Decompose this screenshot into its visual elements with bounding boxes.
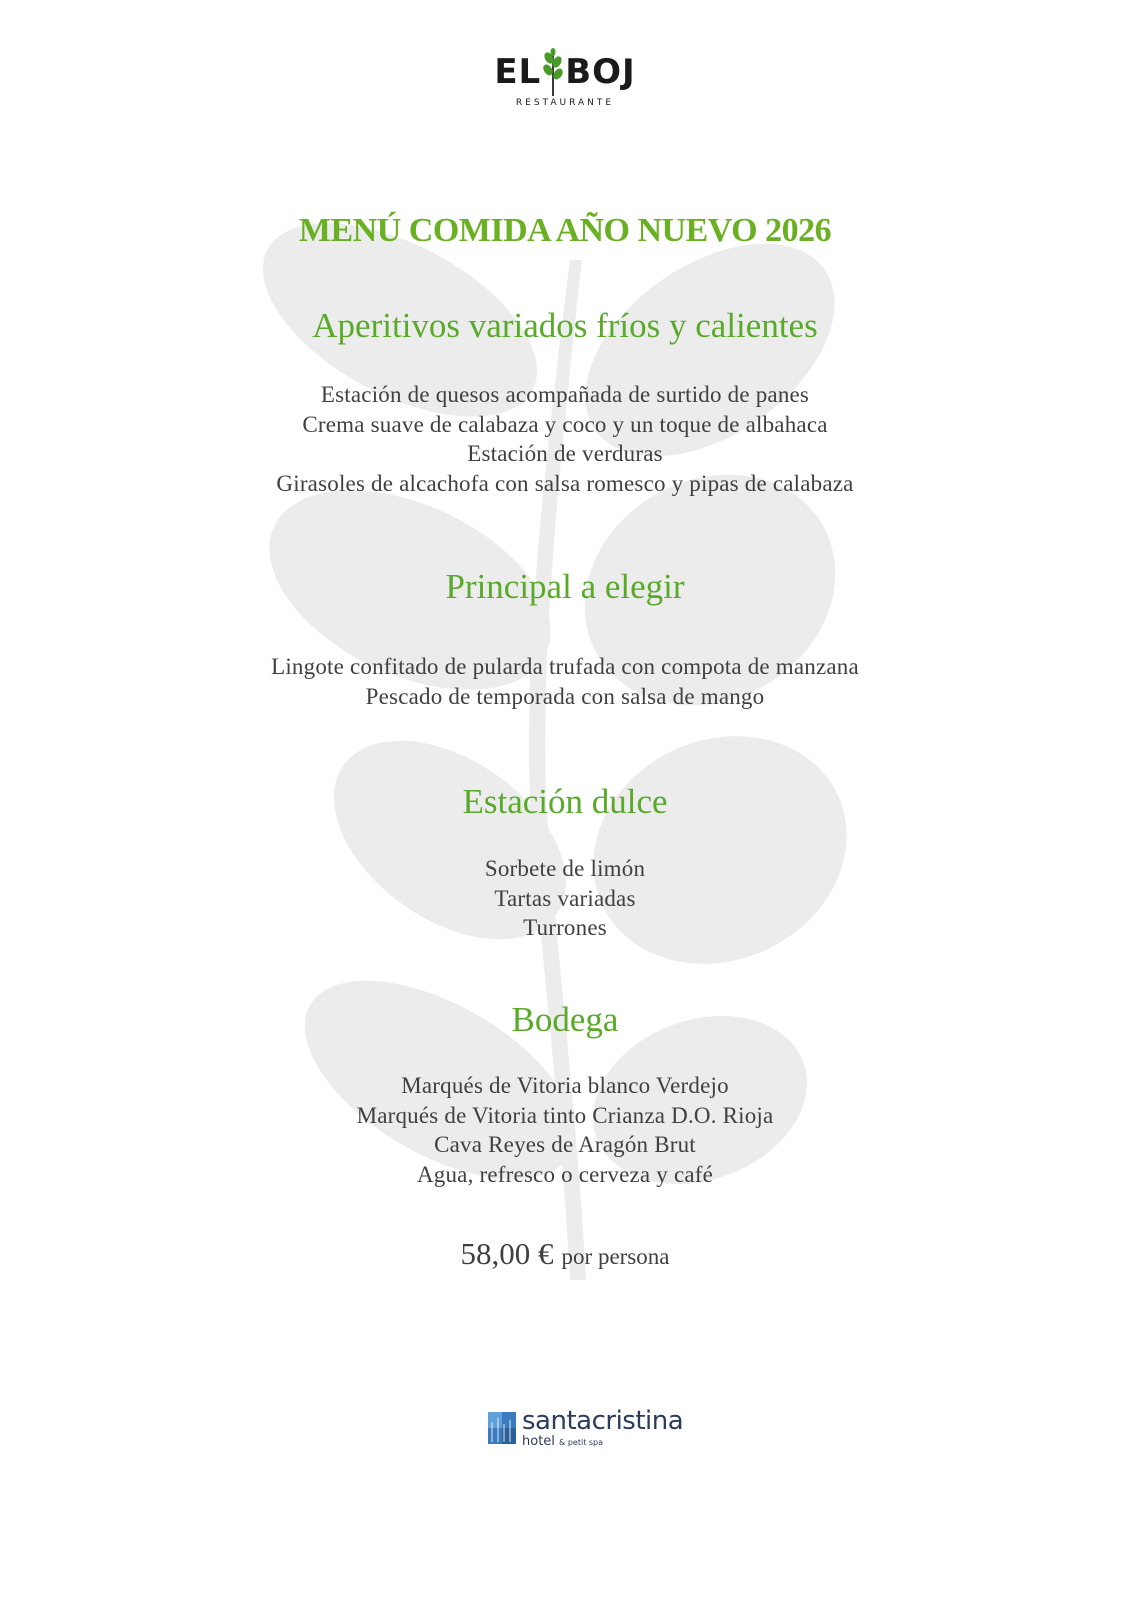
menu-item: Girasoles de alcachofa con salsa romesco y pipas de calabaza [276, 470, 854, 496]
brand-sub-hotel: hotel [522, 1434, 555, 1449]
section-items-dulce [0, 854, 1130, 943]
santacristina-logo [488, 1406, 708, 1454]
sprig-icon [542, 48, 564, 96]
logo-text-boj: BOJ [565, 52, 636, 92]
brand-subtitle [522, 1434, 603, 1449]
el-boj-logo [470, 48, 660, 118]
menu-item: Pescado de temporada con salsa de mango [365, 683, 765, 709]
menu-item: Estación de verduras [467, 441, 663, 466]
brand-name: santacristina [522, 1406, 684, 1436]
section-items-bodega [0, 1071, 1130, 1189]
price-amount: 58,00 € [460, 1236, 554, 1271]
section-title-principal: Principal a elegir [445, 567, 685, 606]
logo-wordmark [470, 48, 660, 96]
menu-item: Lingote confitado de pularda trufada con compota de manzana [271, 654, 859, 679]
menu-item: Agua, refresco o cerveza y café [416, 1161, 714, 1187]
section-items-aperitivos [0, 380, 1130, 498]
menu-title: MENÚ COMIDA AÑO NUEVO 2026 [298, 212, 832, 249]
menu-item: Marqués de Vitoria blanco Verdejo [401, 1073, 729, 1098]
logo-text-el: EL [494, 52, 542, 92]
section-title-aperitivos: Aperitivos variados fríos y calientes [312, 306, 818, 345]
hotel-mark-icon [488, 1412, 516, 1444]
menu-item: Crema suave de calabaza y coco y un toque de albahaca [302, 411, 828, 437]
menu-item: Cava Reyes de Aragón Brut [434, 1132, 696, 1157]
menu-item: Marqués de Vitoria tinto Crianza D.O. Rioja [356, 1102, 774, 1128]
section-items-principal [0, 652, 1130, 711]
section-title-dulce: Estación dulce [462, 782, 668, 821]
menu-item: Tartas variadas [494, 885, 636, 911]
menu-item: Turrones [523, 915, 607, 940]
brand-sub-spa: & petit spa [559, 1438, 604, 1447]
price-unit: por persona [561, 1244, 670, 1269]
section-title-bodega: Bodega [511, 1000, 619, 1039]
menu-item: Estación de quesos acompañada de surtido de panes [320, 382, 810, 407]
price-line [0, 1236, 1130, 1272]
logo-subtitle: RESTAURANTE [515, 98, 615, 108]
menu-item: Sorbete de limón [484, 856, 646, 881]
